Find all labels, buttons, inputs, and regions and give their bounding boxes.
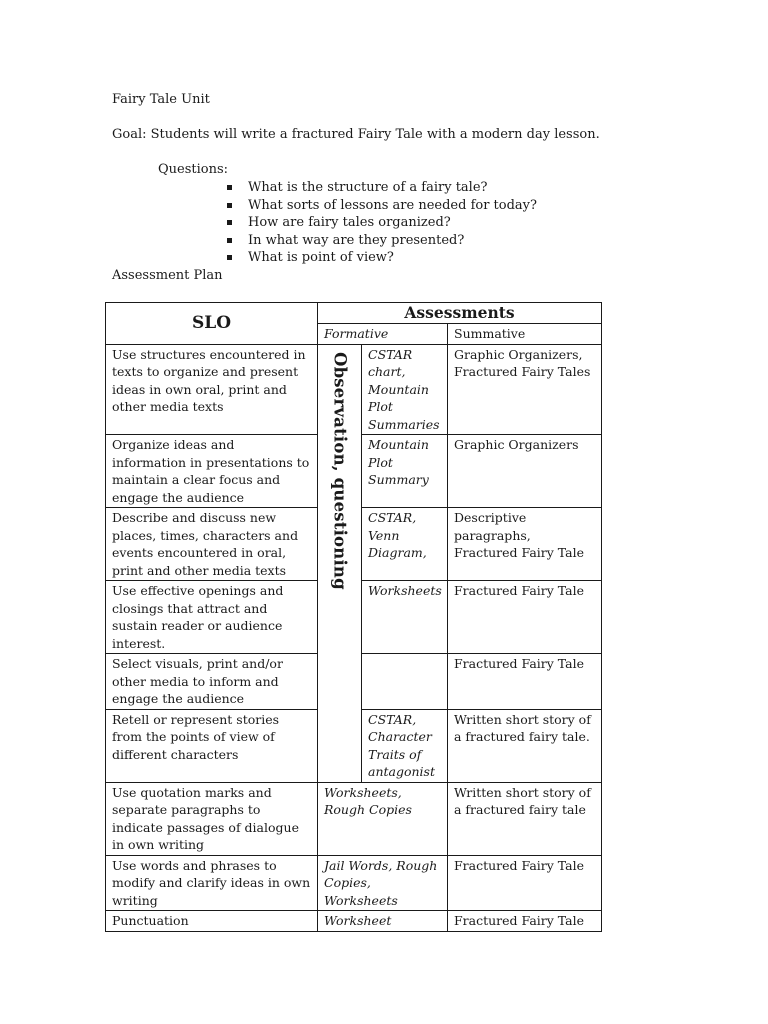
summative-cell: Fractured Fairy Tale <box>448 855 602 911</box>
square-bullet-icon <box>227 185 232 190</box>
summative-cell: Graphic Organizers <box>448 435 602 508</box>
square-bullet-icon <box>227 220 232 225</box>
summative-cell: Fractured Fairy Tale <box>448 581 602 654</box>
questions-heading: Questions: <box>158 162 229 177</box>
slo-column-header: SLO <box>106 303 318 345</box>
question-text: What is point of view? <box>248 250 394 266</box>
slo-cell: Use quotation marks and separate paragraphs to indicate passages of dialogue in own writing <box>106 782 318 855</box>
observation-cell <box>318 344 362 782</box>
square-bullet-icon <box>227 203 232 208</box>
question-item <box>226 179 537 197</box>
question-text: How are fairy tales organized? <box>248 215 451 231</box>
summative-cell: Fractured Fairy Tale <box>448 654 602 710</box>
formative-cell: CSTAR chart, Mountain Plot Summaries <box>362 344 448 435</box>
question-item <box>226 214 537 232</box>
slo-cell: Use words and phrases to modify and clarify ideas in own writing <box>106 855 318 911</box>
summative-column-header: Summative <box>448 324 602 345</box>
summative-cell: Fractured Fairy Tale <box>448 911 602 932</box>
formative-cell: CSTAR, Character Traits of antagonist <box>362 709 448 782</box>
formative-cell: Worksheet <box>318 911 448 932</box>
slo-cell: Retell or represent stories from the points of view of different characters <box>106 709 318 782</box>
question-item <box>226 249 537 267</box>
formative-cell: Jail Words, Rough Copies, Worksheets <box>318 855 448 911</box>
questions-list <box>226 179 537 267</box>
slo-cell: Punctuation <box>106 911 318 932</box>
summative-cell: Descriptive paragraphs, Fractured Fairy Tale <box>448 508 602 581</box>
question-item <box>226 197 537 215</box>
formative-cell: Worksheets, Rough Copies <box>318 782 448 855</box>
square-bullet-icon <box>227 238 232 243</box>
formative-column-header: Formative <box>318 324 448 345</box>
formative-cell: Mountain Plot Summary <box>362 435 448 508</box>
formative-cell <box>362 654 448 710</box>
formative-cell: CSTAR, Venn Diagram, <box>362 508 448 581</box>
summative-cell: Written short story of a fractured fairy tale <box>448 782 602 855</box>
question-text: In what way are they presented? <box>248 232 465 248</box>
question-text: What sorts of lessons are needed for today? <box>248 197 537 213</box>
formative-cell: Worksheets <box>362 581 448 654</box>
slo-cell: Select visuals, print and/or other media to inform and engage the audience <box>106 654 318 710</box>
question-item <box>226 232 537 250</box>
assessment-plan-heading: Assessment Plan <box>112 268 223 283</box>
document-title: Fairy Tale Unit <box>112 92 210 107</box>
goal-statement: Goal: Students will write a fractured Fairy Tale with a modern day lesson. <box>112 127 600 142</box>
summative-cell: Graphic Organizers, Fractured Fairy Tales <box>448 344 602 435</box>
slo-cell: Use structures encountered in texts to organize and present ideas in own oral, print and other media texts <box>106 344 318 435</box>
observation-label: Observation, questioning <box>330 351 350 590</box>
assessments-column-header: Assessments <box>318 303 602 324</box>
assessment-plan-table <box>105 302 602 932</box>
slo-cell: Describe and discuss new places, times, characters and events encountered in oral, print and other media texts <box>106 508 318 581</box>
square-bullet-icon <box>227 255 232 260</box>
slo-cell: Organize ideas and information in presentations to maintain a clear focus and engage the audience <box>106 435 318 508</box>
question-text: What is the structure of a fairy tale? <box>248 180 488 195</box>
summative-cell: Written short story of a fractured fairy tale. <box>448 709 602 782</box>
slo-cell: Use effective openings and closings that attract and sustain reader or audience interest. <box>106 581 318 654</box>
